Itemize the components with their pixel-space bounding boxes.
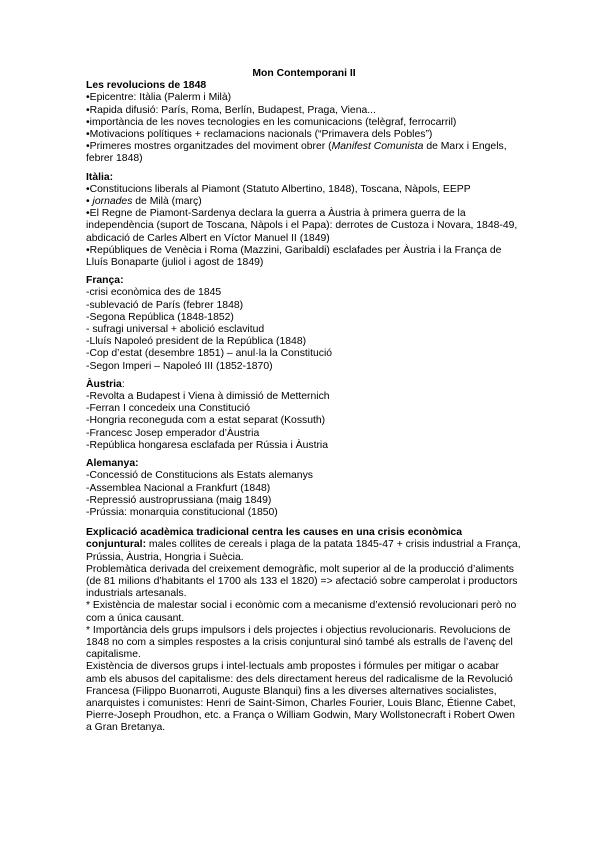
- paragraph: * Importància dels grups impulsors i dels projectes i objectius revolucionaris. Revolucions de 1848 no com a simples respostes a la crisis conjuntural sinó també als estralls de l’avenç del capitalisme.: [86, 624, 513, 661]
- list-item: •El Regne de Piamont-Sardenya declara la guerra a Àustria à primera guerra de la independència (suport de Toscana, Nàpols i el Papa): derrotes de Custoza i Novara, 1848-49, abdicació de Carles Albert en Víctor Manuel II (1849): [86, 208, 518, 244]
- section-heading: Itàlia:: [86, 171, 114, 183]
- explanation-intro: Explicació acadèmica tradicional centra les causes en una crisis econòmica conjuntural: males collites de cereals i plaga de la patata 1845-47 + crisis industrial a França, Prússia, Àustria, Hongria i Suècia.: [86, 527, 521, 563]
- section-heading: Les revolucions de 1848: [86, 80, 207, 92]
- list-item: -Segona República (1848-1852): [86, 311, 234, 323]
- section-franca: [86, 275, 522, 373]
- section-italia: [86, 172, 522, 270]
- paragraph: Existència de diversos grups i intel·lectuals amb propostes i fórmules per mitigar o acabar amb els abusos del capitalisme: des dels directament hereus del radicalisme de la Revolució Francesa (Filippo Buonarroti, Auguste Blanqui) fins a les diverses alternatives socialistes, anarquistes i comunistes: Henri de Saint-Simon, Charles Fourier, Louis Blanc, Étienne Cabet, Pierre-Joseph Proudhon, etc. a França o William Godwin, Mary Wollstonecraft i Robert Owen a Gran Bretanya.: [86, 661, 516, 734]
- list-item: •Epicentre: Itàlia (Palerm i Milà): [86, 92, 232, 104]
- list-item: •Repúbliques de Venècia i Roma (Mazzini, Garibaldi) esclafades per Àustria i la França de Lluís Bonaparte (juliol i agost de 1849): [86, 244, 502, 269]
- section-austria: [86, 379, 522, 452]
- list-item: -Francesc Josep emperador d’Àustria: [86, 427, 260, 439]
- list-item: - sufragi universal + abolició esclavitud: [86, 324, 265, 336]
- section-revolucions: [86, 80, 522, 165]
- list-item: -Hongria reconeguda com a estat separat (Kossuth): [86, 415, 326, 427]
- section-heading: Alemanya:: [86, 458, 139, 470]
- list-item: •Motivacions polítiques + reclamacions nacionals (“Primavera dels Pobles”): [86, 129, 433, 141]
- list-item: -Cop d’estat (desembre 1851) – anul·la la Constitució: [86, 348, 333, 360]
- list-item: -sublevació de París (febrer 1848): [86, 299, 244, 311]
- list-item: • jornades de Milà (març): [86, 196, 202, 208]
- section-alemanya: [86, 458, 522, 519]
- paragraph: Problemàtica derivada del creixement demogràfic, molt superior al de la producció d’aliments (de 81 milions d’habitants el 1700 als 133 el 1820) => afectació sobre camperolat i productors industrials artesanals.: [86, 563, 518, 600]
- list-item: •Primeres mostres organitzades del moviment obrer (Manifest Comunista de Marx i Engels, febrer 1848): [86, 141, 507, 165]
- document-title: Mon Contemporani II: [252, 68, 356, 79]
- section-heading: Àustria:: [86, 378, 125, 390]
- list-item: -República hongaresa esclafada per Rússia i Àustria: [86, 439, 329, 451]
- list-item: •importància de les noves tecnologies en les comunicacions (telègraf, ferrocarril): [86, 116, 457, 128]
- list-item: -Ferran I concedeix una Constitució: [86, 403, 251, 415]
- list-item: -Lluís Napoleó president de la República (1848): [86, 336, 307, 348]
- list-item: -Concessió de Constitucions als Estats alemanys: [86, 470, 313, 482]
- list-item: -Assemblea Nacional a Frankfurt (1848): [86, 482, 271, 494]
- list-item: -Prússia: monarquia constitucional (1850): [86, 506, 278, 518]
- list-item: -Repressió austroprussiana (maig 1849): [86, 494, 272, 506]
- section-explicacio: [86, 527, 522, 734]
- list-item: -crisi econòmica des de 1845: [86, 287, 222, 299]
- paragraph: * Existència de malestar social i econòmic com a mecanisme d’extensió revolucionari però no com a única causant.: [86, 600, 517, 624]
- list-item: -Revolta a Budapest i Viena à dimissió de Metternich: [86, 391, 330, 403]
- document-page: [86, 68, 522, 735]
- list-item: •Rapida difusió: París, Roma, Berlín, Budapest, Praga, Viena...: [86, 104, 376, 116]
- list-item: -Segon Imperi – Napoleó III (1852-1870): [86, 360, 273, 372]
- list-item: •Constitucions liberals al Piamont (Statuto Albertino, 1848), Toscana, Nàpols, EEPP: [86, 183, 471, 195]
- section-heading: França:: [86, 275, 124, 287]
